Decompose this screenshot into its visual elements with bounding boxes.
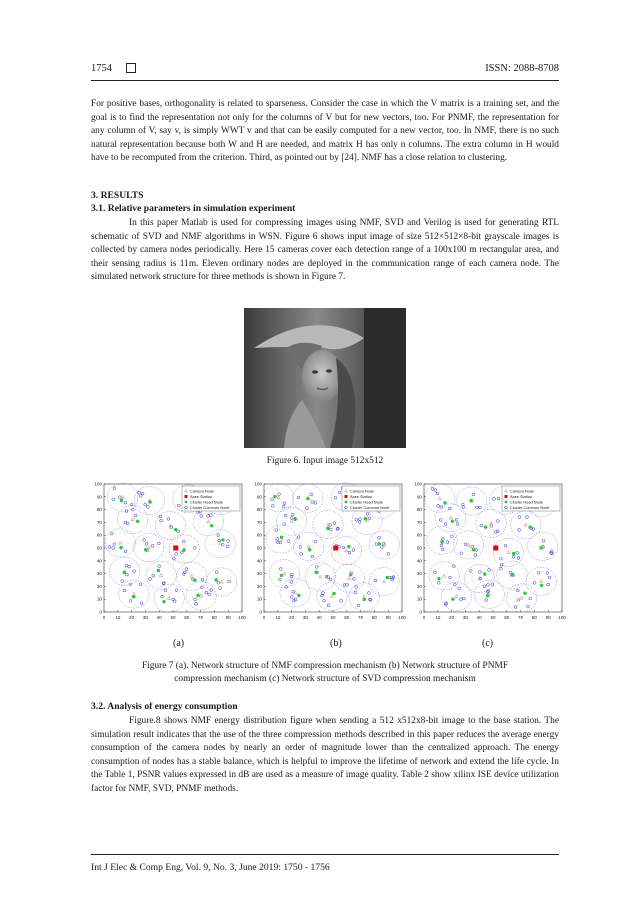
figure-7-caption-line1: Figure 7 (a). Network structure of NMF compression mechanism (b) Network structure of PNMF xyxy=(141,661,509,671)
section-heading-results: 3. RESULTS xyxy=(91,190,144,201)
y-tick-label: 40 xyxy=(256,558,262,564)
cluster-head-node xyxy=(484,525,487,528)
cluster-head-node xyxy=(440,541,443,544)
legend-entry: Base Station xyxy=(350,493,373,499)
y-tick-label: 10 xyxy=(96,596,102,602)
y-tick-label: 60 xyxy=(256,532,262,538)
x-tick-label: 0 xyxy=(102,615,106,620)
cluster-head-node xyxy=(221,538,224,541)
cluster-head-node xyxy=(486,594,489,597)
y-tick-label: 90 xyxy=(416,494,422,500)
x-tick-label: 80 xyxy=(531,615,537,620)
y-tick-label: 100 xyxy=(414,481,422,487)
cluster-head-node xyxy=(451,597,454,600)
x-tick-label: 80 xyxy=(371,615,377,620)
cluster-head-node xyxy=(326,527,329,530)
y-tick-label: 80 xyxy=(96,507,102,513)
x-tick-label: 90 xyxy=(545,615,551,620)
y-tick-label: 70 xyxy=(96,519,102,525)
cluster-head-node xyxy=(510,573,513,576)
y-tick-label: 70 xyxy=(416,519,422,525)
x-tick-label: 40 xyxy=(156,615,162,620)
x-tick-label: 50 xyxy=(330,615,336,620)
cluster-head-node xyxy=(364,517,367,520)
y-tick-label: 80 xyxy=(416,507,422,513)
page-number: 1754 xyxy=(91,62,112,74)
y-tick-label: 100 xyxy=(94,481,102,487)
legend-entry: Camera Node xyxy=(190,488,215,494)
subsection-3-1-text: In this paper Matlab is used for compressing images using NMF, SVD and Verilog is used for generating RTL schematic of SVD and NMF algorithms in WSN. Figure 6 shows input image of size 512×512×8-bit grayscale images is collected by camera nodes periodically. Here 15 cameras cover each detection range of a 100x100 m rectangular area, and their sensing radius is 11m. Eleven ordinary nodes are deployed in the communication range of each camera node. The simulated network structure for three methods is shown in Figure 7. xyxy=(91,218,559,283)
cluster-head-node xyxy=(469,499,472,502)
x-tick-label: 30 xyxy=(462,615,468,620)
y-tick-label: 20 xyxy=(96,583,102,589)
cluster-head-node xyxy=(378,542,381,545)
y-tick-label: 20 xyxy=(416,583,422,589)
header-box-icon xyxy=(126,63,136,73)
x-tick-label: 30 xyxy=(142,615,148,620)
figure-6-input-image xyxy=(244,308,406,448)
cluster-head-node xyxy=(512,552,515,555)
base-station xyxy=(493,546,498,551)
y-tick-label: 60 xyxy=(416,532,422,538)
cluster-head-node xyxy=(472,548,475,551)
x-tick-label: 50 xyxy=(170,615,176,620)
subsection-heading-3-2: 3.2. Analysis of energy consumption xyxy=(91,701,238,712)
cluster-head-node xyxy=(122,571,125,574)
y-tick-label: 90 xyxy=(96,494,102,500)
y-tick-label: 40 xyxy=(416,558,422,564)
cluster-head-node xyxy=(120,499,123,502)
x-tick-label: 0 xyxy=(422,615,426,620)
cluster-head-node xyxy=(193,578,196,581)
figure-7-caption-line2: compression mechanism (c) Network structure of SVD compression mechanism xyxy=(174,674,476,684)
y-tick-label: 20 xyxy=(256,583,262,589)
cluster-head-node xyxy=(528,525,531,528)
x-tick-label: 0 xyxy=(262,615,266,620)
cluster-head-node xyxy=(136,520,139,523)
figure-7b-label: (b) xyxy=(330,638,342,649)
header-rule xyxy=(91,80,559,81)
cluster-head-node xyxy=(210,524,213,527)
intro-paragraph: For positive bases, orthogonality is related to sparseness. Consider the case in which the V matrix is a training set, and the goal is to find the representation not only for the columns of V but for new vectors, too. For PNMF, the representation for any column of V, say v, is simply WWT v and that can be easily computed for a new vector, too. In NMF, there is no such natural representation because both W and H are needed, and matrix H has only n columns. The extra column in H would have to be recomputed from the criterion. Third, as pointed out by [24]. NMF has a close relation to clustering. xyxy=(91,99,559,164)
figure-7c-label: (c) xyxy=(482,638,494,649)
y-tick-label: 90 xyxy=(256,494,262,500)
x-tick-label: 40 xyxy=(476,615,482,620)
cluster-head-node xyxy=(385,576,388,579)
legend-entry: Cluster Common Node xyxy=(190,504,230,510)
x-tick-label: 60 xyxy=(184,615,190,620)
issn: ISSN: 2088-8708 xyxy=(485,62,559,74)
cluster-head-node xyxy=(451,520,454,523)
x-tick-label: 70 xyxy=(198,615,204,620)
y-tick-label: 100 xyxy=(254,481,262,487)
x-tick-label: 90 xyxy=(225,615,231,620)
cluster-head-node xyxy=(347,545,350,548)
x-tick-label: 10 xyxy=(275,615,281,620)
cluster-head-node xyxy=(308,548,311,551)
cluster-head-node xyxy=(182,548,185,551)
y-tick-label: 30 xyxy=(256,571,262,577)
cluster-head-node xyxy=(293,517,296,520)
x-tick-label: 20 xyxy=(449,615,455,620)
figure-7a-network-plot xyxy=(90,478,248,628)
legend-entry: Cluster Head Node xyxy=(190,499,224,505)
legend-entry: Cluster Common Node xyxy=(350,504,390,510)
x-tick-label: 10 xyxy=(115,615,121,620)
legend-entry: Camera Node xyxy=(350,488,375,494)
cluster-head-node xyxy=(214,578,217,581)
cluster-head-node xyxy=(273,495,276,498)
cluster-head-node xyxy=(144,548,147,551)
x-tick-label: 70 xyxy=(518,615,524,620)
cluster-head-node xyxy=(363,598,366,601)
cluster-head-node xyxy=(437,577,440,580)
legend-entry: Camera Node xyxy=(510,488,535,494)
y-tick-label: 40 xyxy=(96,558,102,564)
y-tick-label: 0 xyxy=(419,609,422,615)
cluster-head-node xyxy=(196,594,199,597)
legend-entry: Cluster Head Node xyxy=(350,499,384,505)
cluster-head-node xyxy=(174,528,177,531)
x-tick-label: 20 xyxy=(289,615,295,620)
x-tick-label: 20 xyxy=(129,615,135,620)
y-tick-label: 10 xyxy=(416,596,422,602)
y-tick-label: 70 xyxy=(256,519,262,525)
legend-entry: Cluster Common Node xyxy=(510,504,550,510)
x-tick-label: 60 xyxy=(504,615,510,620)
x-tick-label: 80 xyxy=(211,615,217,620)
cluster-head-node xyxy=(119,546,122,549)
cluster-head-node xyxy=(443,501,446,504)
cluster-head-node xyxy=(280,536,283,539)
cluster-head-node xyxy=(332,592,335,595)
x-tick-label: 90 xyxy=(385,615,391,620)
cluster-head-node xyxy=(157,569,160,572)
cluster-head-node xyxy=(349,573,352,576)
y-tick-label: 0 xyxy=(99,609,102,615)
x-tick-label: 100 xyxy=(558,615,566,620)
y-tick-label: 50 xyxy=(256,545,262,551)
cluster-head-node xyxy=(148,500,151,503)
y-tick-label: 50 xyxy=(416,545,422,551)
x-tick-label: 60 xyxy=(344,615,350,620)
cluster-head-node xyxy=(523,591,526,594)
cluster-head-node xyxy=(297,594,300,597)
figure-7c-network-plot xyxy=(410,478,568,628)
legend-entry: Base Station xyxy=(510,493,533,499)
y-tick-label: 0 xyxy=(259,609,262,615)
legend-entry: Base Station xyxy=(190,493,213,499)
x-tick-label: 30 xyxy=(302,615,308,620)
y-tick-label: 10 xyxy=(256,596,262,602)
figure-6-caption: Figure 6. Input image 512x512 xyxy=(266,456,384,466)
cluster-head-node xyxy=(539,546,542,549)
figure-7b-network-plot xyxy=(250,478,408,628)
cluster-head-node xyxy=(483,572,486,575)
y-tick-label: 50 xyxy=(96,545,102,551)
legend-entry: Cluster Head Node xyxy=(510,499,544,505)
x-tick-label: 100 xyxy=(398,615,406,620)
x-tick-label: 70 xyxy=(358,615,364,620)
x-tick-label: 40 xyxy=(316,615,322,620)
y-tick-label: 30 xyxy=(416,571,422,577)
base-station xyxy=(173,546,178,551)
y-tick-label: 60 xyxy=(96,532,102,538)
subsection-3-2-text: Figure.8 shows NMF energy distribution figure when sending a 512 x512x8-bit image to the base station. The simulation result indicates that the use of the three compression methods described in this paper reduces the average energy consumption of the camera nodes by nearly an order of magnitude lower than the centralized approach. The energy consumption of nodes has a stable balance, which is helpful to improve the lifetime of network and extend the life cycle. In the Table 1, PSNR values expressed in dB are used as a measure of image quality. Table 2 show xilinx ISE device utilization factor for NMF, SVD, PNMF methods. xyxy=(91,716,559,794)
footer-rule xyxy=(91,854,559,855)
x-tick-label: 50 xyxy=(490,615,496,620)
cluster-head-node xyxy=(162,600,165,603)
y-tick-label: 80 xyxy=(256,507,262,513)
base-station xyxy=(333,546,338,551)
y-tick-label: 30 xyxy=(96,571,102,577)
x-tick-label: 10 xyxy=(435,615,441,620)
cluster-head-node xyxy=(306,497,309,500)
page-header xyxy=(91,60,559,76)
subsection-heading-3-1: 3.1. Relative parameters in simulation experiment xyxy=(91,203,296,214)
x-tick-label: 100 xyxy=(238,615,246,620)
cluster-head-node xyxy=(132,595,135,598)
figure-7a-label: (a) xyxy=(173,638,185,649)
cluster-head-node xyxy=(280,574,283,577)
footer-citation: Int J Elec & Comp Eng, Vol. 9, No. 3, June 2019: 1750 - 1756 xyxy=(91,862,330,873)
cluster-head-node xyxy=(540,584,543,587)
